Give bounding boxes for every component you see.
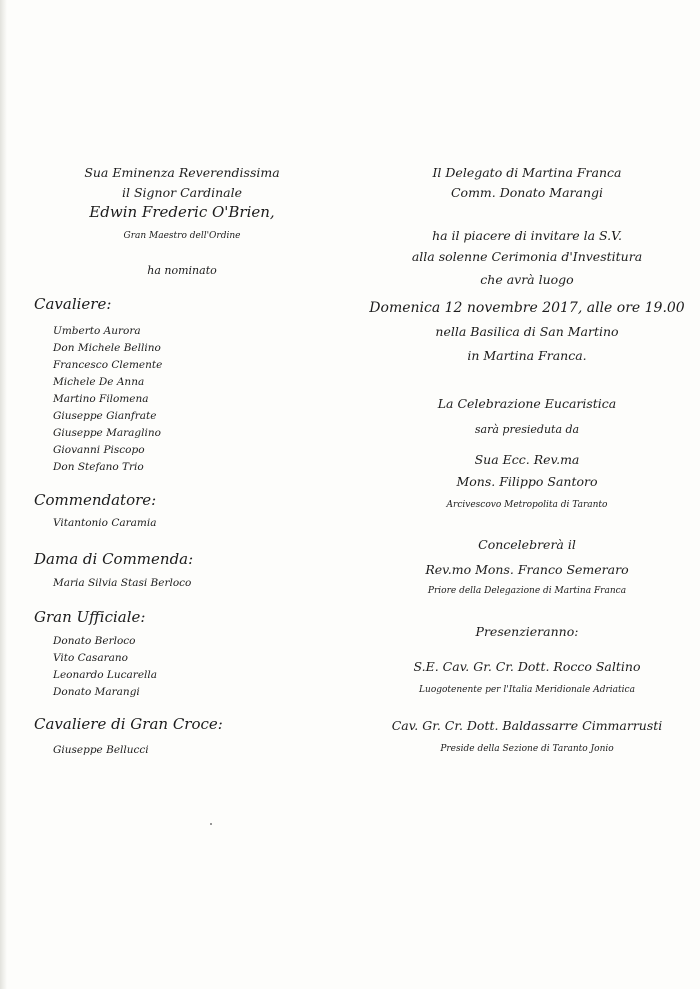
- celebration-line-3: Sua Ecc. Rev.ma: [474, 452, 580, 467]
- page-edge-shadow: [0, 0, 7, 989]
- cardinal-title: Gran Maestro dell'Ordine: [123, 231, 241, 241]
- invitation-line-1: ha il piacere di invitare la S.V.: [432, 228, 622, 243]
- cardinal-name: Edwin Frederic O'Brien,: [89, 203, 275, 221]
- list-item: Vito Casarano: [53, 652, 128, 664]
- heading-gran-ufficiale: Gran Ufficiale:: [34, 608, 146, 626]
- heading-dama-di-commenda: Dama di Commenda:: [34, 550, 194, 568]
- concelebration-line-1: Concelebrerà il: [478, 537, 576, 552]
- list-item: Leonardo Lucarella: [53, 669, 158, 681]
- list-item: Francesco Clemente: [53, 359, 163, 371]
- list-item: Giovanni Piscopo: [53, 444, 145, 456]
- list-item: Maria Silvia Stasi Berloco: [53, 577, 192, 589]
- list-item: Donato Marangi: [53, 686, 140, 698]
- heading-cavaliere: Cavaliere:: [34, 295, 112, 313]
- heading-cavaliere-di-gran-croce: Cavaliere di Gran Croce:: [34, 715, 223, 733]
- attendee-1-title: Luogotenente per l'Italia Meridionale Adriatica: [419, 685, 635, 695]
- list-item: Umberto Aurora: [53, 325, 141, 337]
- attendee-2-title: Preside della Sezione di Taranto Jonio: [440, 744, 614, 754]
- list-item: Donato Berloco: [53, 635, 136, 647]
- list-item: Don Stefano Trio: [53, 461, 144, 473]
- concelebrant-name: Rev.mo Mons. Franco Semeraro: [425, 562, 629, 577]
- nominated-text: ha nominato: [147, 264, 217, 277]
- delegate-line-1: Il Delegato di Martina Franca: [432, 165, 622, 180]
- invitation-date: Domenica 12 novembre 2017, alle ore 19.00: [369, 300, 685, 316]
- paper-speck: [210, 823, 212, 825]
- celebration-line-2: sarà presieduta da: [474, 423, 580, 436]
- concelebrant-title: Priore della Delegazione di Martina Franca: [427, 586, 627, 596]
- list-item: Michele De Anna: [53, 376, 145, 388]
- celebrant-title: Arcivescovo Metropolita di Taranto: [446, 500, 608, 510]
- list-item: Giuseppe Maraglino: [53, 427, 161, 439]
- celebrant-name: Mons. Filippo Santoro: [456, 474, 598, 489]
- intro-line-2: il Signor Cardinale: [122, 185, 242, 200]
- intro-line-1: Sua Eminenza Reverendissima: [84, 165, 280, 180]
- list-item: Giuseppe Gianfrate: [53, 410, 157, 422]
- invitation-line-3: che avrà luogo: [480, 272, 574, 287]
- delegate-name: Comm. Donato Marangi: [450, 185, 604, 200]
- invitation-city: in Martina Franca.: [467, 348, 587, 363]
- celebration-line-1: La Celebrazione Eucaristica: [437, 396, 617, 411]
- heading-commendatore: Commendatore:: [34, 491, 157, 509]
- list-item: Don Michele Bellino: [53, 342, 161, 354]
- attendee-1-name: S.E. Cav. Gr. Cr. Dott. Rocco Saltino: [413, 659, 641, 674]
- attendance-heading: Presenzieranno:: [475, 624, 579, 639]
- invitation-venue: nella Basilica di San Martino: [435, 324, 619, 339]
- invitation-line-2: alla solenne Cerimonia d'Investitura: [411, 249, 643, 264]
- list-item: Giuseppe Bellucci: [53, 744, 149, 756]
- attendee-2-name: Cav. Gr. Cr. Dott. Baldassarre Cimmarrusti: [391, 718, 663, 733]
- list-item: Vitantonio Caramia: [53, 517, 157, 529]
- list-item: Martino Filomena: [53, 393, 149, 405]
